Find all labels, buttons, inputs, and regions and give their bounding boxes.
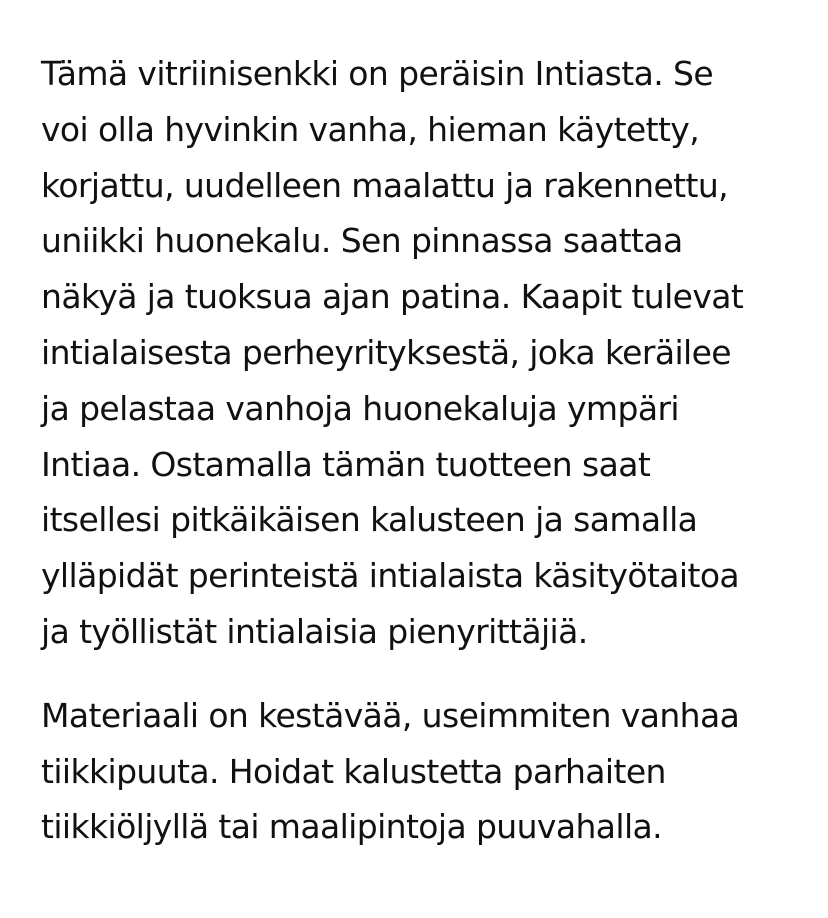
text-line: Tämä vitriinisenkki on peräisin Intiasta. Se bbox=[41, 54, 714, 93]
text-line: intialaisesta perheyrityksestä, joka keräilee bbox=[41, 332, 732, 372]
text-line: ylläpidät perinteistä intialaista käsityötaitoa bbox=[41, 556, 740, 596]
text-line: ja työllistät intialaisia pienyrittäjiä. bbox=[41, 611, 588, 651]
text-line: Intiaa. Ostamalla tämän tuotteen saat bbox=[41, 444, 651, 484]
description-paragraph-origin bbox=[41, 46, 801, 660]
description-paragraph-material bbox=[41, 688, 801, 855]
text-line: tiikkiöljyllä tai maalipintoja puuvahalla. bbox=[41, 807, 663, 847]
text-line: Materiaali on kestävää, useimmiten vanhaa bbox=[41, 695, 740, 735]
product-description bbox=[41, 46, 801, 855]
text-line: itsellesi pitkäikäisen kalusteen ja samalla bbox=[41, 500, 698, 540]
text-line: uniikki huonekalu. Sen pinnassa saattaa bbox=[41, 221, 683, 261]
text-line: näkyä ja tuoksua ajan patina. Kaapit tulevat bbox=[41, 277, 744, 317]
text-line: ja pelastaa vanhoja huonekaluja ympäri bbox=[41, 388, 679, 428]
text-line: voi olla hyvinkin vanha, hieman käytetty, bbox=[41, 109, 700, 149]
text-line: tiikkipuuta. Hoidat kalustetta parhaiten bbox=[41, 751, 666, 791]
text-line: korjattu, uudelleen maalattu ja rakennettu, bbox=[41, 165, 729, 205]
